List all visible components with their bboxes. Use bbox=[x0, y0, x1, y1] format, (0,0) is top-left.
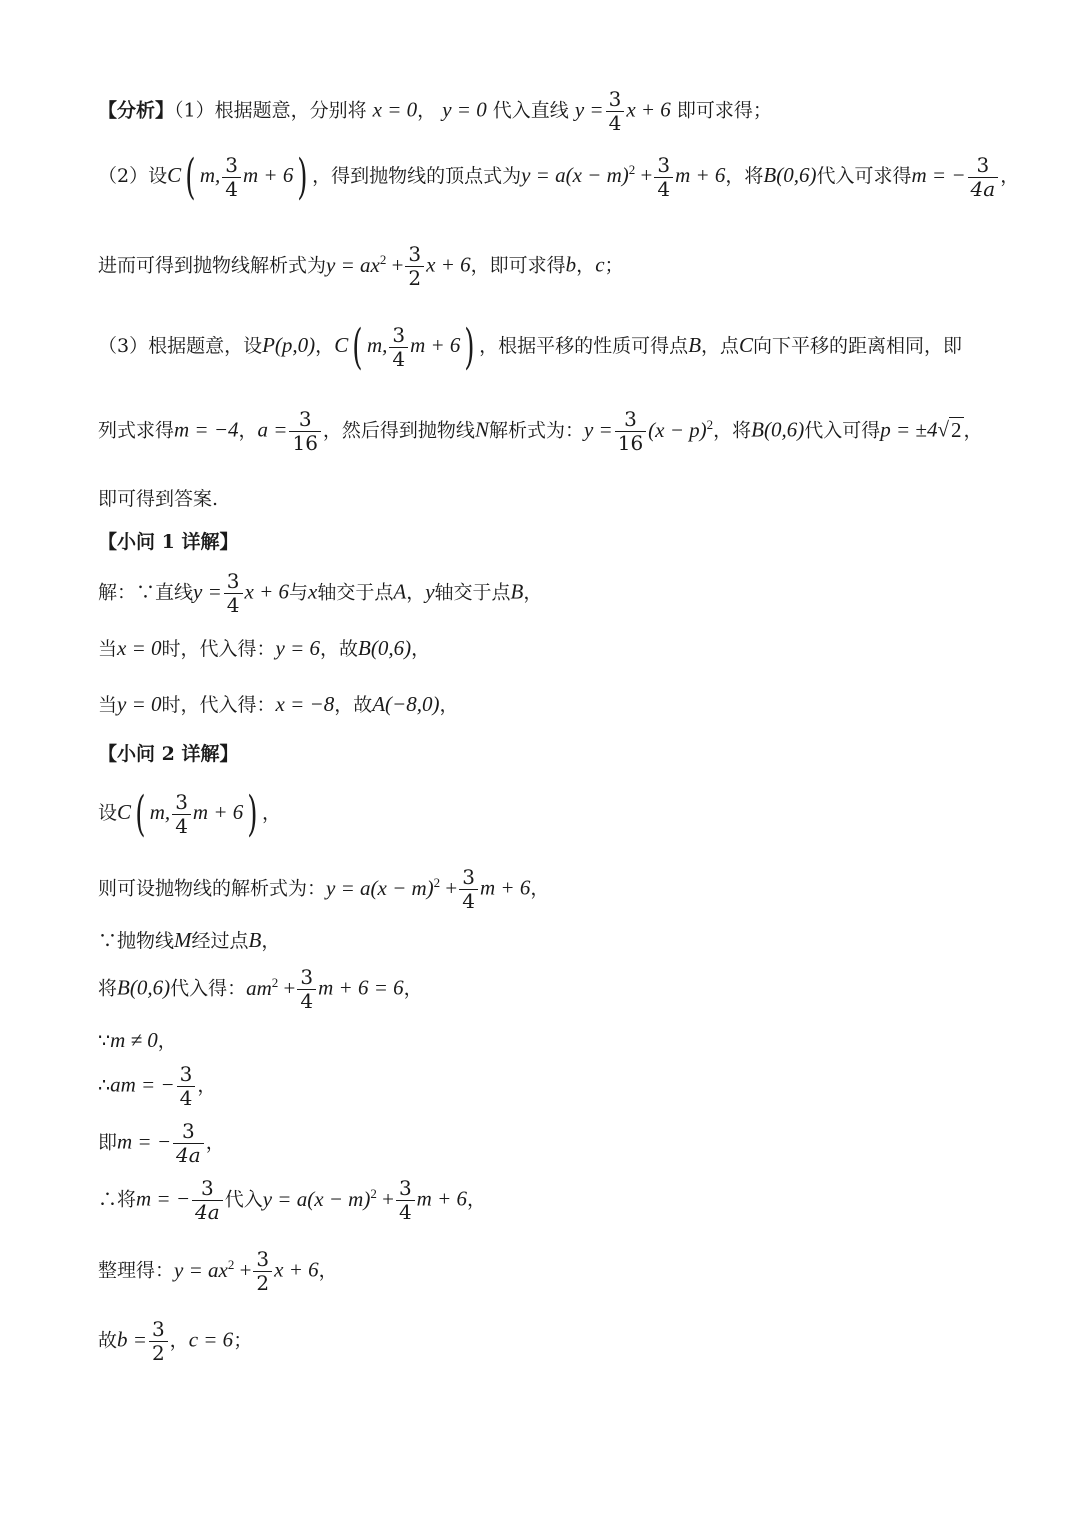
sub-question-1-heading: 【小问 1 详解】 bbox=[98, 531, 239, 553]
fraction: $\frac{3}{4}$ bbox=[177, 1063, 196, 1110]
fraction: $\frac{3}{4}$ bbox=[297, 966, 316, 1013]
analysis-line-6: 即可得到答案. bbox=[98, 488, 219, 510]
analysis-line-3: 进而可得到抛物线解析式为$y = ax^2$ + $\frac{3}{2}$ x + 6，即可求得b，c； bbox=[98, 242, 624, 290]
analysis-line-4: （3）根据题意，设P(p,0)，C( m, $\frac{3}{4}$ m + 6) ，根据平移的性质可得点B，点C向下平移的距离相同，即 bbox=[98, 319, 963, 375]
solution-1-line-3: 当y = 0时，代入得：x = −8，故A(−8,0)， bbox=[98, 692, 459, 716]
fraction: $\frac{3}{2}$ bbox=[405, 243, 424, 290]
solution-2-line-7: 即m = − $\frac{3}{4a}$ ， bbox=[98, 1119, 225, 1167]
solution-2-line-4: 将B(0,6)代入得：$am^2$ + $\frac{3}{4}$ m + 6 = 6， bbox=[98, 965, 423, 1013]
analysis-line-5: 列式求得m = −4，a = $\frac{3}{16}$ ，然后得到抛物线N解析式为：y = $\frac{3}{16}$ $(x - p)^2$，将B(0,6)代入可得p = ±4√2 ， bbox=[98, 407, 983, 455]
solution-2-line-6: ∴am = − $\frac{3}{4}$ ， bbox=[98, 1062, 217, 1110]
solution-1-line-2: 当x = 0时，代入得：y = 6，故B(0,6)， bbox=[98, 636, 431, 660]
fraction: $\frac{3}{4}$ bbox=[606, 88, 625, 135]
solution-1-line-1: 解：∵直线y = $\frac{3}{4}$ x + 6与x轴交于点A，y轴交于点B， bbox=[98, 569, 543, 617]
sqrt-symbol: √ bbox=[937, 417, 949, 442]
fraction: $\frac{3}{4}$ bbox=[389, 324, 408, 371]
solution-2-line-3: ∵抛物线M经过点B， bbox=[98, 928, 281, 952]
fraction: $\frac{3}{2}$ bbox=[149, 1318, 168, 1365]
sub-question-2-heading: 【小问 2 详解】 bbox=[98, 743, 239, 765]
fraction: $\frac{3}{4}$ bbox=[224, 570, 243, 617]
fraction: $\frac{3}{16}$ bbox=[615, 408, 646, 455]
fraction: $\frac{3}{4a}$ bbox=[968, 154, 999, 201]
solution-2-line-5: ∵m ≠ 0， bbox=[98, 1028, 177, 1052]
analysis-line-1: 【分析】（1）根据题意，分别将 x = 0， y = 0 代入直线 y = $\frac{3}{4}$ x + 6 即可求得； bbox=[98, 87, 772, 135]
fraction: $\frac{3}{4}$ bbox=[459, 866, 478, 913]
solution-2-line-1: 设C( m, $\frac{3}{4}$ m + 6) ， bbox=[98, 786, 282, 842]
solution-2-line-2: 则可设抛物线的解析式为：$y = a(x - m)^2$ + $\frac{3}{4}$ m + 6， bbox=[98, 865, 550, 913]
solution-2-line-10: 故b = $\frac{3}{2}$ ，c = 6； bbox=[98, 1317, 253, 1365]
fraction: $\frac{3}{16}$ bbox=[289, 408, 320, 455]
fraction: $\frac{3}{4}$ bbox=[396, 1177, 415, 1224]
solution-2-line-8: ∴将m = − $\frac{3}{4a}$ 代入$y = a(x - m)^2$ + $\frac{3}{4}$ m + 6， bbox=[98, 1176, 487, 1224]
solution-2-line-9: 整理得：$y = ax^2$ + $\frac{3}{2}$ x + 6， bbox=[98, 1247, 338, 1295]
fraction: $\frac{3}{4a}$ bbox=[173, 1120, 204, 1167]
fraction: $\frac{3}{4}$ bbox=[654, 154, 673, 201]
fraction: $\frac{3}{2}$ bbox=[253, 1248, 272, 1295]
analysis-heading: 【分析】 bbox=[98, 99, 175, 122]
fraction: $\frac{3}{4}$ bbox=[172, 791, 191, 838]
analysis-line-2: （2）设C( m, $\frac{3}{4}$ m + 6) ，得到抛物线的顶点式为$y = a(x - m)^2$ + $\frac{3}{4}$ m + 6，将B(0,6)代入可求得m = − $\frac{3}{4a}$ ， bbox=[98, 149, 1020, 205]
fraction: $\frac{3}{4a}$ bbox=[192, 1177, 223, 1224]
fraction: $\frac{3}{4}$ bbox=[222, 154, 241, 201]
